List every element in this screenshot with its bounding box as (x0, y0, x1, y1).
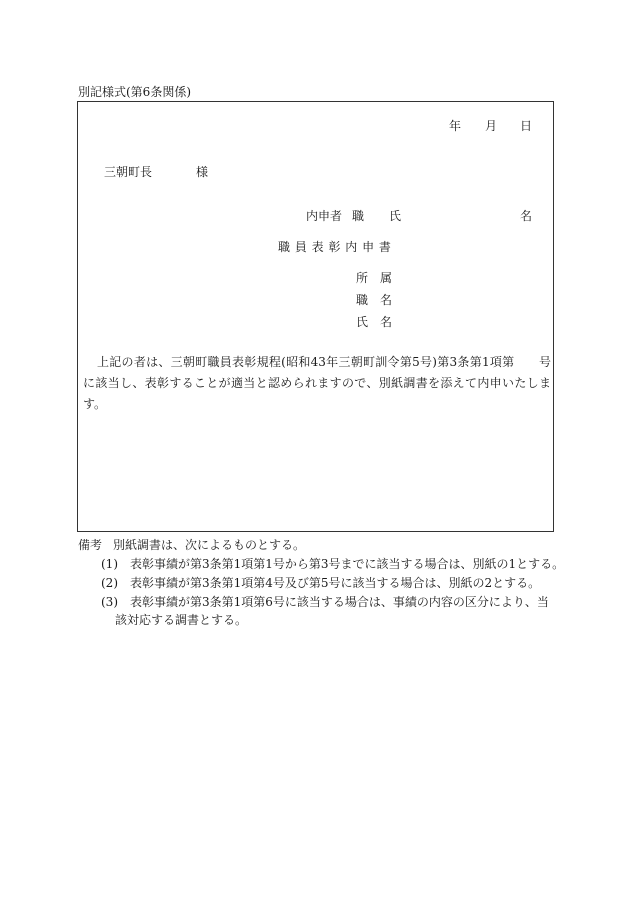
form-label: 別記様式(第6条関係) (78, 85, 191, 99)
field-name-label: 氏 名 (356, 315, 393, 329)
notes-heading: 備考 (78, 538, 103, 552)
applicant-name-suffix: 名 (520, 209, 533, 223)
note-number: (3) (101, 595, 118, 609)
note-text: 表彰事績が第3条第1項第1号から第3号までに該当する場合は、別紙の1とする。 (130, 557, 565, 571)
addressee-honorific: 様 (196, 165, 209, 179)
date-month-label: 月 (485, 119, 498, 133)
body-paragraph: 上記の者は、三朝町職員表彰規程(昭和43年三朝町訓令第5号)第3条第1項第 号に該当し、表彰することが適当と認められますので、別紙調書を添えて内申いたします。 (83, 355, 551, 411)
addressee-name: 三朝町長 (104, 165, 153, 179)
applicant-position-label: 職 (352, 209, 365, 223)
note-text: 表彰事績が第3条第1項第6号に該当する場合は、事績の内容の区分により、当該対応する調書とする。 (115, 595, 549, 627)
note-text: 表彰事績が第3条第1項第4号及び第5号に該当する場合は、別紙の2とする。 (130, 576, 541, 590)
note-number: (1) (101, 557, 118, 571)
notes-intro: 別紙調書は、次によるものとする。 (113, 538, 306, 552)
field-job-title-label: 職 名 (356, 293, 393, 307)
note-number: (2) (101, 576, 118, 590)
date-day-label: 日 (520, 119, 533, 133)
applicant-name-label: 氏 (389, 209, 402, 223)
date-year-label: 年 (449, 119, 462, 133)
applicant-label: 内申者 (306, 209, 343, 223)
document-title: 職 員 表 彰 内 申 書 (278, 240, 391, 254)
field-affiliation-label: 所 属 (356, 271, 393, 285)
